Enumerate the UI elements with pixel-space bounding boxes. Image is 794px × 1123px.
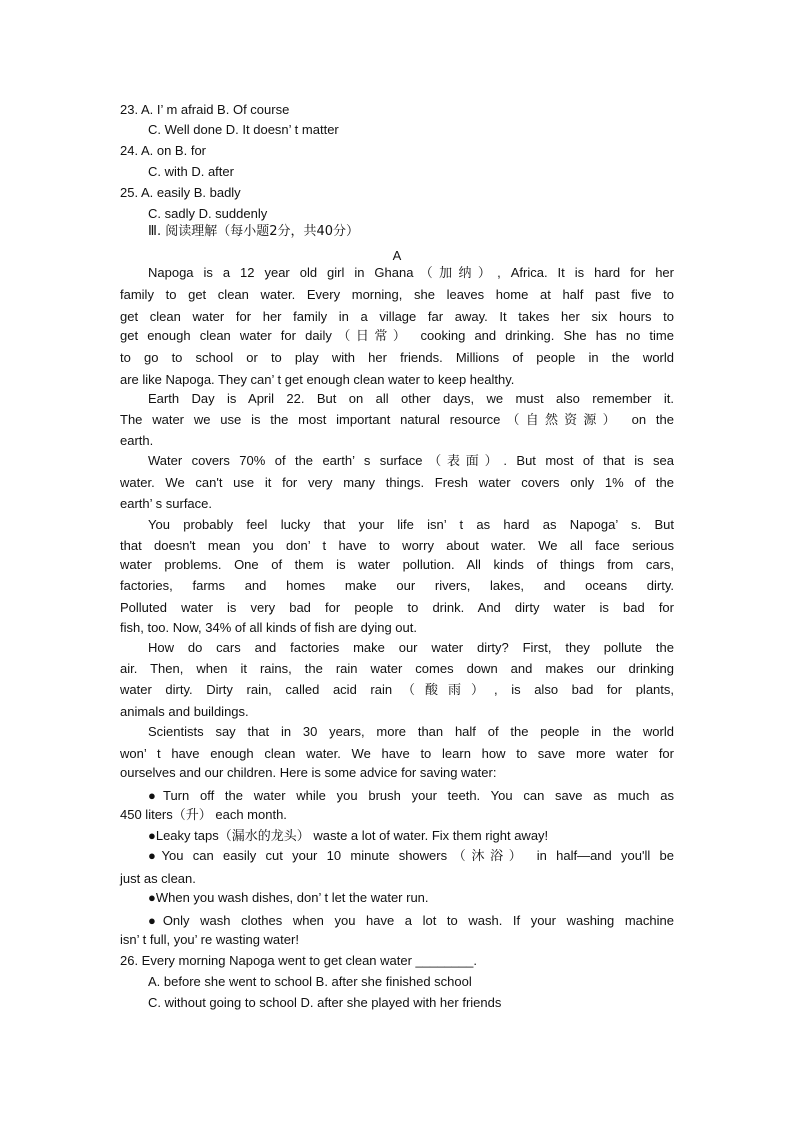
section-heading: Ⅲ. 阅读理解（每小题2分，共40分） — [148, 224, 360, 239]
text-line: earth. — [120, 433, 154, 448]
text-line: ●Only wash clothes when you have a lot to wash. If your washing machine — [148, 913, 674, 928]
text-line: factories, farms and homes make our rivers, lakes, and oceans dirty. — [120, 578, 674, 593]
text-line: 25. A. easily B. badly — [120, 185, 241, 200]
text-line: A. before she went to school B. after she finished school — [148, 974, 472, 989]
text-line: 450 liters（升） each month. — [120, 807, 287, 822]
text-line: get clean water for her family in a village far away. It takes her six hours to — [120, 309, 674, 324]
text-line: isn’ t full, you’ re wasting water! — [120, 932, 299, 947]
text-line: that doesn't mean you don’ t have to worry about water. We all face serious — [120, 538, 674, 553]
text-line: Napoga is a 12 year old girl in Ghana（加纳）, Africa. It is hard for her — [148, 265, 674, 280]
text-line: ●You can easily cut your 10 minute showers（沐浴） in half—and you'll be — [148, 848, 674, 863]
text-line: just as clean. — [120, 871, 196, 886]
text-line: 26. Every morning Napoga went to get clean water ________. — [120, 953, 478, 968]
text-line: How do cars and factories make our water dirty? First, they pollute the — [148, 640, 674, 655]
text-line: C. without going to school D. after she played with her friends — [148, 995, 502, 1010]
text-line: are like Napoga. They can’ t get enough clean water to keep healthy. — [120, 372, 515, 387]
text-line: You probably feel lucky that your life isn’ t as hard as Napoga’ s. But — [148, 517, 674, 532]
text-line: ●Leaky taps（漏水的龙头） waste a lot of water. Fix them right away! — [148, 828, 549, 843]
text-line: ourselves and our children. Here is some advice for saving water: — [120, 765, 497, 780]
text-line: Polluted water is very bad for people to drink. And dirty water is bad for — [120, 600, 674, 615]
text-line: ●When you wash dishes, don’ t let the water run. — [148, 890, 429, 905]
text-line: water. We can't use it for very many things. Fresh water covers only 1% of the — [120, 475, 674, 490]
text-line: ●Turn off the water while you brush your teeth. You can save as much as — [148, 788, 674, 803]
text-line: 23. A. I’ m afraid B. Of course — [120, 102, 290, 117]
text-line: won’ t have enough clean water. We have to learn how to save more water for — [120, 746, 674, 761]
text-line: water dirty. Dirty rain, called acid rain（酸雨）, is also bad for plants, — [120, 682, 674, 697]
text-line: C. sadly D. suddenly — [148, 206, 268, 221]
text-line: Earth Day is April 22. But on all other days, we must also remember it. — [148, 391, 674, 406]
text-line: earth’ s surface. — [120, 496, 213, 511]
text-line: get enough clean water for daily（日常） cooking and drinking. She has no time — [120, 328, 674, 343]
text-line: Scientists say that in 30 years, more than half of the people in the world — [148, 724, 674, 739]
text-line: C. with D. after — [148, 164, 234, 179]
text-line: to go to school or to play with her friends. Millions of people in the world — [120, 350, 674, 365]
text-line: Water covers 70% of the earth’ s surface（表面）. But most of that is sea — [148, 453, 674, 468]
text-line: 24. A. on B. for — [120, 143, 206, 158]
text-line: The water we use is the most important natural resource（自然资源） on the — [120, 412, 674, 427]
passage-title: A — [392, 248, 402, 263]
text-line: water problems. One of them is water pollution. All kinds of things from cars, — [120, 557, 674, 572]
text-line: family to get clean water. Every morning, she leaves home at half past five to — [120, 287, 674, 302]
text-line: animals and buildings. — [120, 704, 249, 719]
text-line: C. Well done D. It doesn’ t matter — [148, 122, 339, 137]
text-line: fish, too. Now, 34% of all kinds of fish are dying out. — [120, 620, 417, 635]
text-line: air. Then, when it rains, the rain water comes down and makes our drinking — [120, 661, 674, 676]
